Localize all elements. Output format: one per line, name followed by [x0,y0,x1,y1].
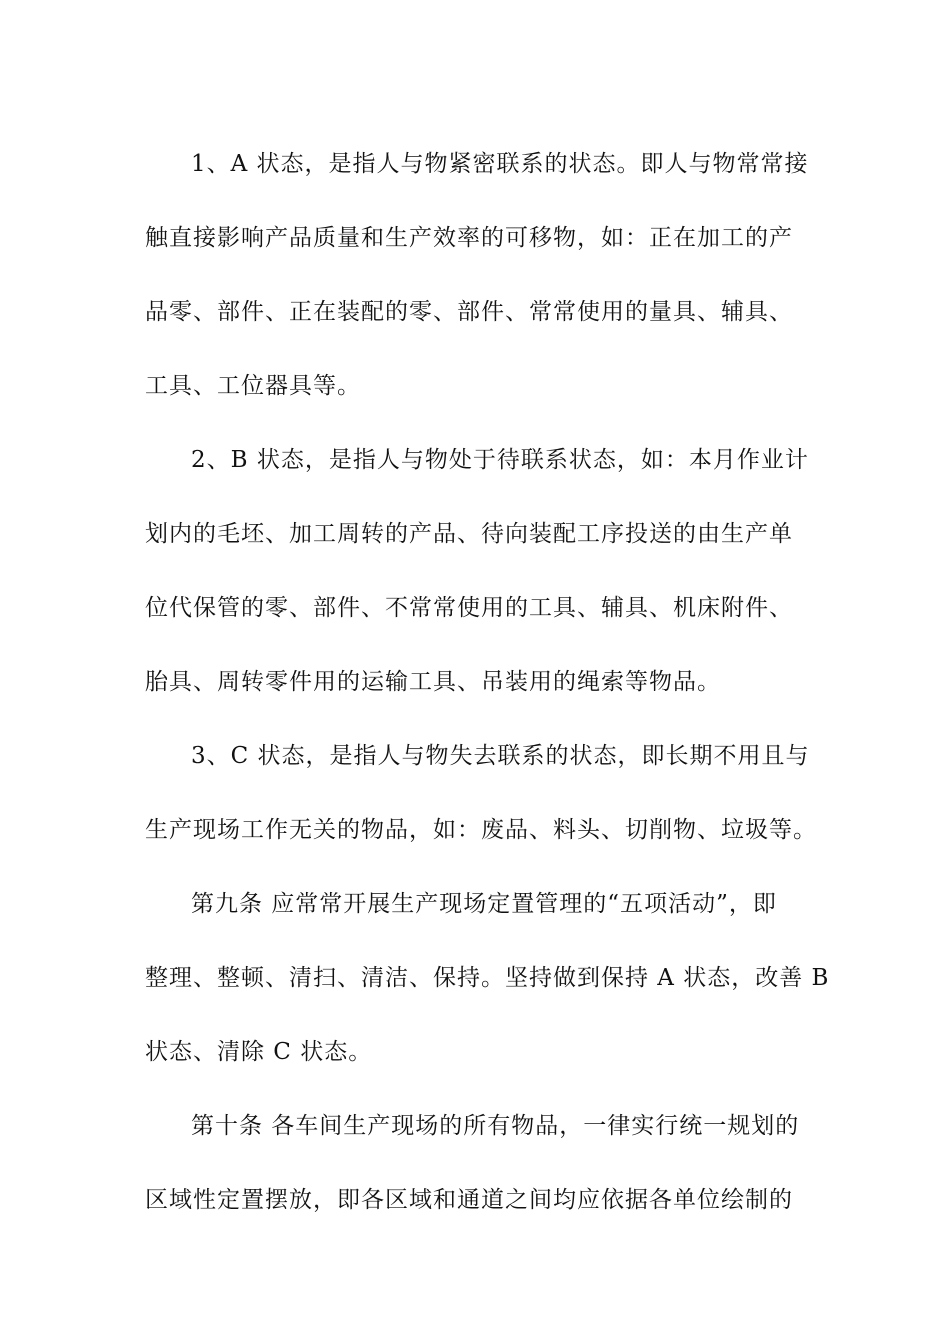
paragraph-state-a [145,127,807,423]
text-line: 整理、整顿、清扫、清洁、保持。坚持做到保持 A 状态，改善 B [145,965,830,991]
text-line: 第九条 应常常开展生产现场定置管理的“五项活动”，即 [191,891,777,917]
text-line: 1、A 状态，是指人与物紧密联系的状态。即人与物常常接 [191,151,809,177]
text-line: 状态、清除 C 状态。 [145,1039,373,1065]
text-line: 3、C 状态，是指人与物失去联系的状态，即长期不用且与 [191,743,810,769]
paragraph-article-9 [145,867,830,1089]
text-line: 划内的毛坯、加工周转的产品、待向装配工序投送的由生产单 [145,521,793,547]
paragraph-state-c [145,719,817,867]
text-line: 第十条 各车间生产现场的所有物品，一律实行统一规划的 [191,1113,800,1139]
text-line: 2、B 状态，是指人与物处于待联系状态，如：本月作业计 [191,447,809,473]
text-line: 生产现场工作无关的物品，如：废品、料头、切削物、垃圾等。 [145,817,817,843]
text-line: 位代保管的零、部件、不常常使用的工具、辅具、机床附件、 [145,595,793,621]
document-body [145,127,830,1237]
text-line: 胎具、周转零件用的运输工具、吊装用的绳索等物品。 [145,669,721,695]
paragraph-article-10 [145,1089,807,1237]
text-line: 触直接影响产品质量和生产效率的可移物，如：正在加工的产 [145,225,793,251]
text-line: 品零、部件、正在装配的零、部件、常常使用的量具、辅具、 [145,299,793,325]
text-line: 工具、工位器具等。 [145,373,361,399]
paragraph-state-b [145,423,807,719]
text-line: 区域性定置摆放，即各区域和通道之间均应依据各单位绘制的 [145,1187,793,1213]
